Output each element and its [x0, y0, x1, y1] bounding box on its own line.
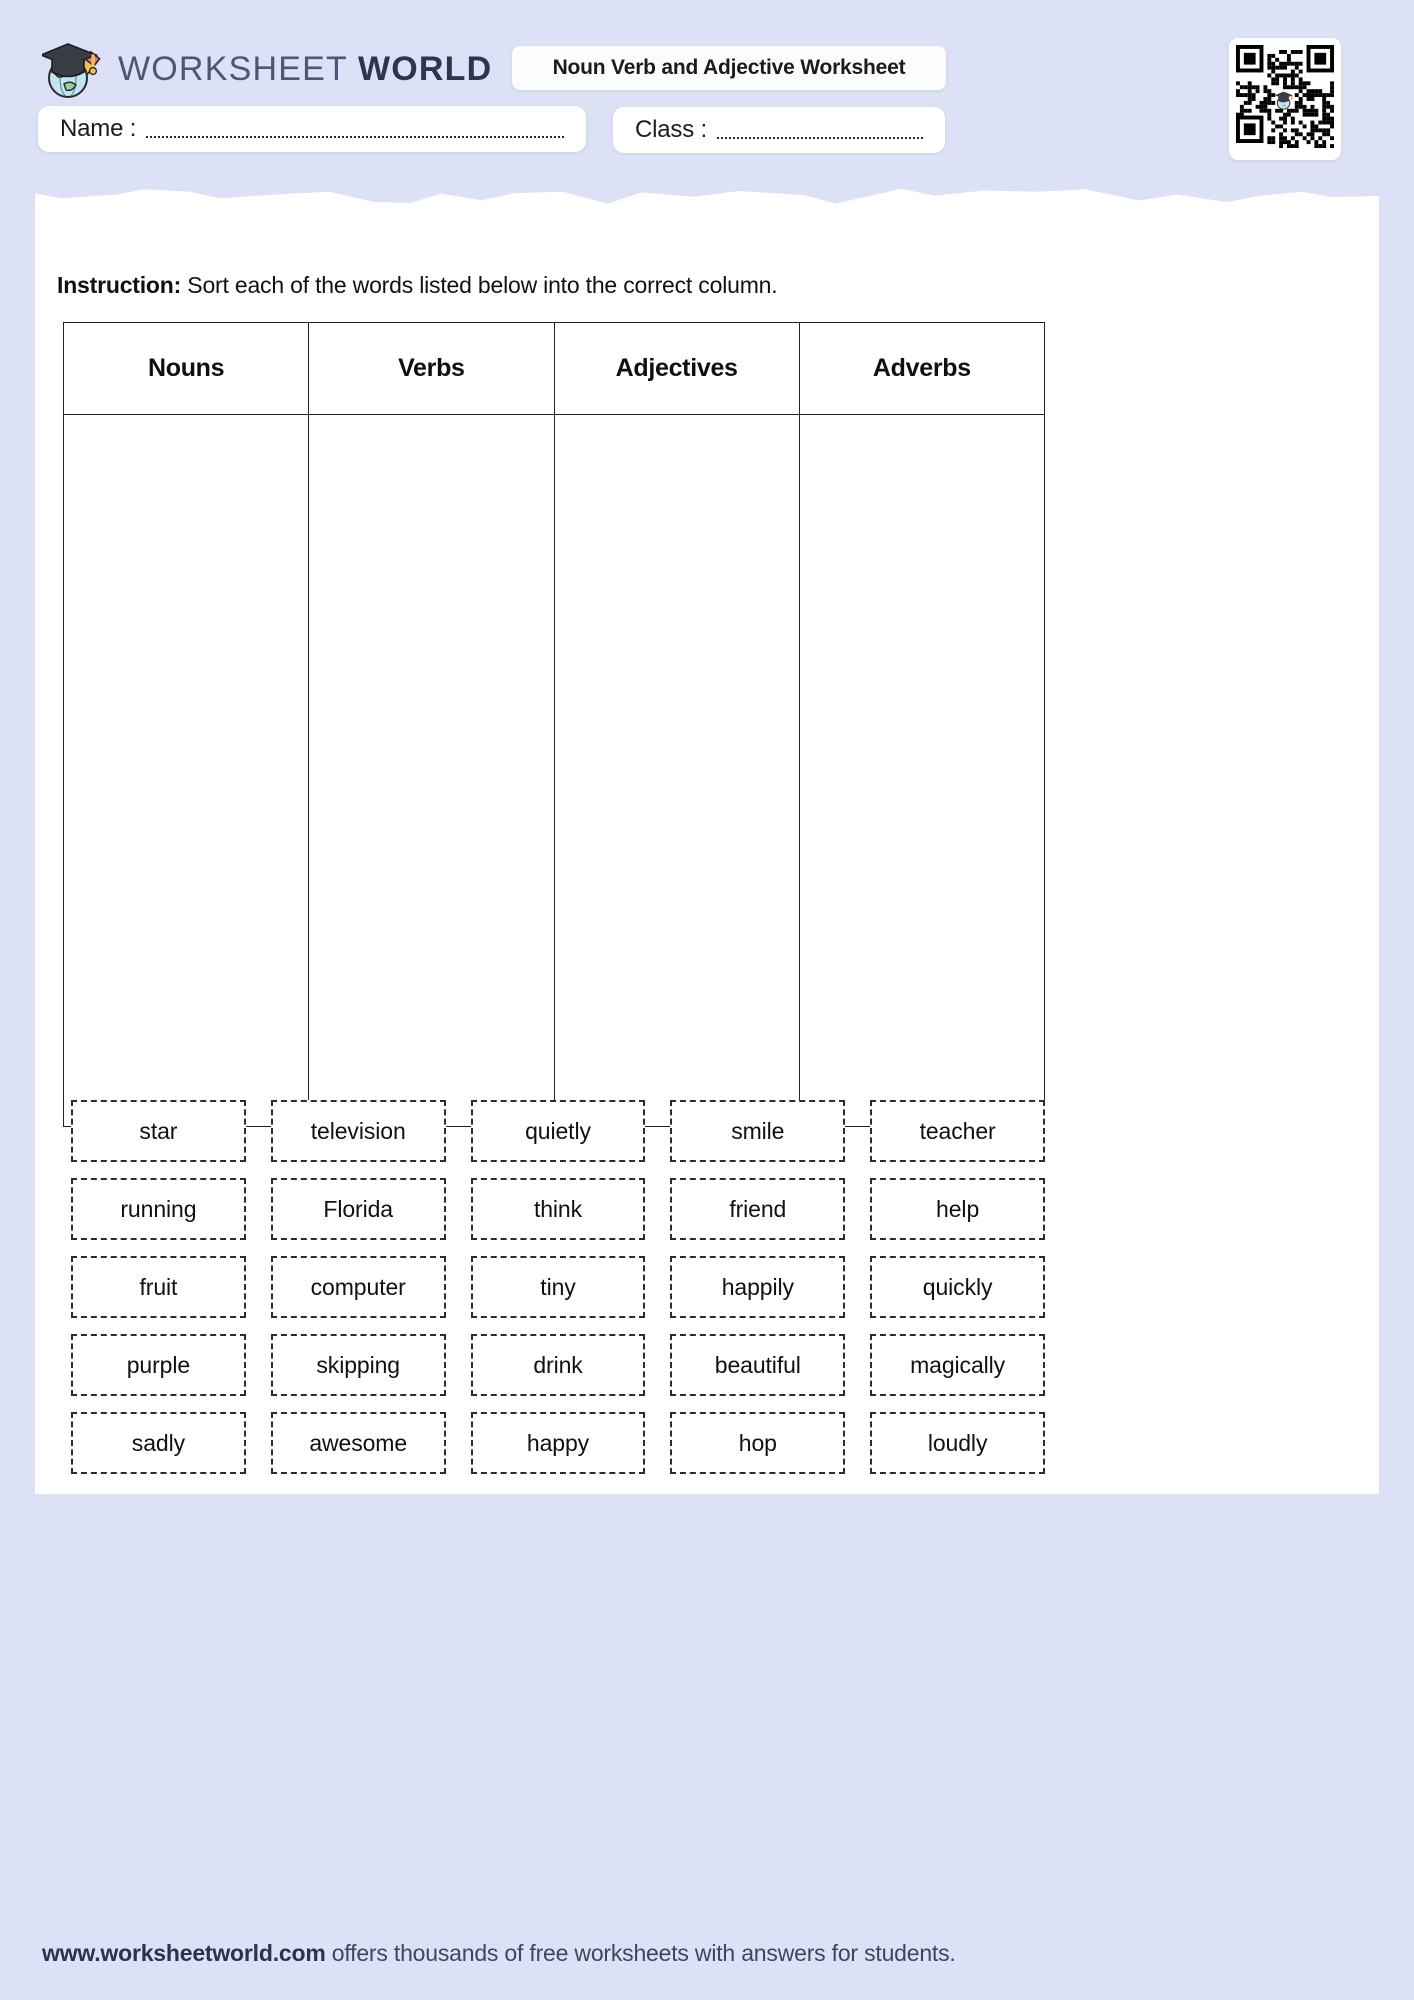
column-header-adverbs: Adverbs — [799, 323, 1044, 415]
word-chip[interactable]: hop — [670, 1412, 845, 1474]
word-chip[interactable]: sadly — [71, 1412, 246, 1474]
word-chip[interactable]: teacher — [870, 1100, 1045, 1162]
answer-cell-adjectives[interactable] — [554, 415, 799, 1127]
word-chip[interactable]: fruit — [71, 1256, 246, 1318]
answer-cell-verbs[interactable] — [309, 415, 554, 1127]
answer-cell-adverbs[interactable] — [799, 415, 1044, 1127]
word-chip[interactable]: tiny — [471, 1256, 646, 1318]
table-answer-row — [64, 415, 1045, 1127]
word-chip[interactable]: beautiful — [670, 1334, 845, 1396]
word-chip[interactable]: friend — [670, 1178, 845, 1240]
name-field[interactable] — [38, 106, 586, 152]
column-header-adjectives: Adjectives — [554, 323, 799, 415]
sorting-table — [63, 322, 1045, 1127]
answer-cell-nouns[interactable] — [64, 415, 309, 1127]
class-field-line[interactable] — [717, 137, 923, 139]
footer-tagline: offers thousands of free worksheets with answers for students. — [325, 1940, 956, 1966]
instruction-line — [57, 272, 777, 299]
word-chip[interactable]: happily — [670, 1256, 845, 1318]
column-header-verbs: Verbs — [309, 323, 554, 415]
qr-code[interactable] — [1229, 38, 1341, 160]
word-chip[interactable]: television — [271, 1100, 446, 1162]
class-field[interactable] — [613, 107, 945, 153]
name-field-label: Name : — [60, 115, 137, 142]
word-chip[interactable]: Florida — [271, 1178, 446, 1240]
word-chip[interactable]: purple — [71, 1334, 246, 1396]
footer-text — [42, 1940, 1414, 1967]
word-chip[interactable]: awesome — [271, 1412, 446, 1474]
word-chip[interactable]: think — [471, 1178, 646, 1240]
worksheet-title-badge — [512, 46, 946, 90]
brand-name-light: WORKSHEET — [118, 49, 348, 88]
brand-logo-block — [42, 36, 492, 102]
column-header-nouns: Nouns — [64, 323, 309, 415]
instruction-label: Instruction: — [57, 272, 182, 298]
table-header-row — [64, 323, 1045, 415]
word-chip[interactable]: loudly — [870, 1412, 1045, 1474]
word-chip[interactable]: running — [71, 1178, 246, 1240]
brand-wordmark — [118, 50, 492, 89]
word-chip[interactable]: quickly — [870, 1256, 1045, 1318]
word-chip[interactable]: quietly — [471, 1100, 646, 1162]
torn-paper-edge — [35, 182, 1379, 216]
word-bank — [71, 1100, 1045, 1474]
worksheet-sheet — [35, 182, 1379, 1494]
class-field-label: Class : — [635, 116, 707, 143]
page-footer — [0, 1940, 1414, 1967]
instruction-text: Sort each of the words listed below into the correct column. — [187, 272, 778, 298]
page-title: Noun Verb and Adjective Worksheet — [552, 56, 906, 79]
footer-site-url[interactable]: www.worksheetworld.com — [42, 1940, 326, 1966]
word-chip[interactable]: happy — [471, 1412, 646, 1474]
word-chip[interactable]: skipping — [271, 1334, 446, 1396]
word-chip[interactable]: computer — [271, 1256, 446, 1318]
graduation-cap-globe-pencil-logo — [42, 36, 104, 102]
word-chip[interactable]: drink — [471, 1334, 646, 1396]
word-chip[interactable]: star — [71, 1100, 246, 1162]
word-chip[interactable]: smile — [670, 1100, 845, 1162]
word-chip[interactable]: help — [870, 1178, 1045, 1240]
brand-name-bold: WORLD — [357, 49, 493, 88]
name-field-line[interactable] — [146, 136, 564, 138]
word-chip[interactable]: magically — [870, 1334, 1045, 1396]
qr-code-canvas — [1236, 45, 1334, 153]
